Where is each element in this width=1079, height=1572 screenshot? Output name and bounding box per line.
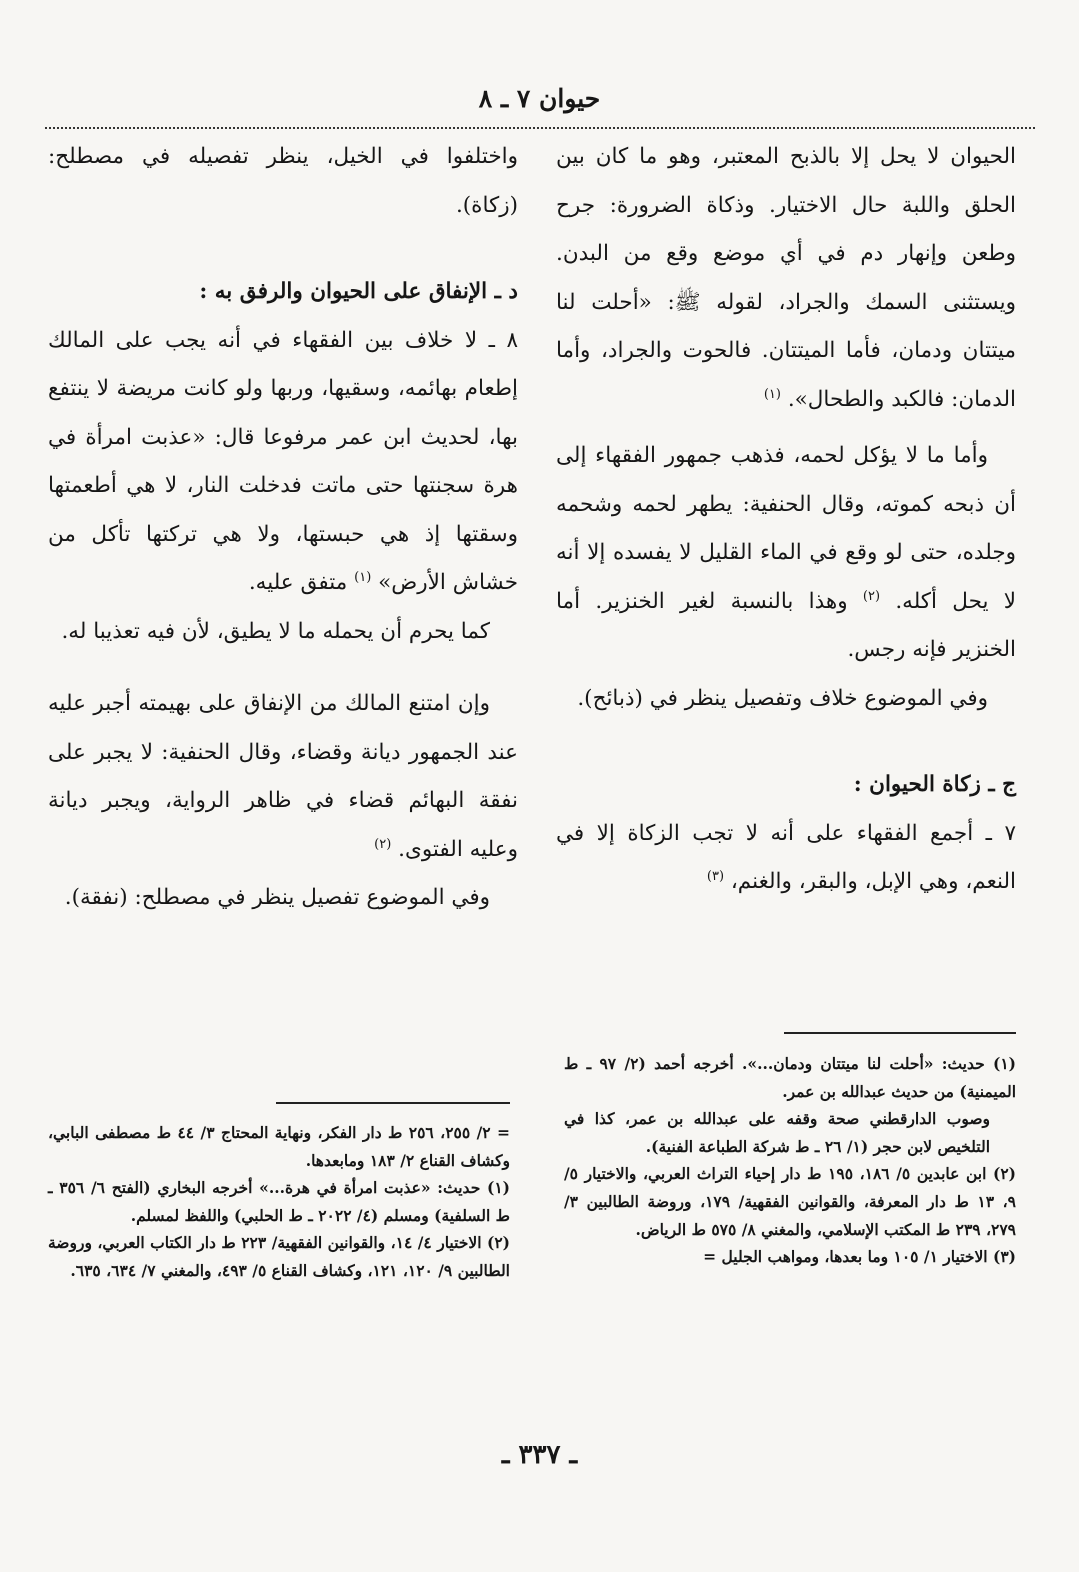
footnote-marker: (١) [354, 569, 372, 585]
footnote-marker: (٢) [862, 588, 881, 604]
paragraph: واختلفوا في الخيل، ينظر تفصيله في مصطلح: (زكاة). [48, 144, 518, 218]
paragraph [556, 133, 1016, 424]
paragraph-text: متفق عليه. [248, 570, 348, 595]
paragraph-text: ٧ ـ أجمع الفقهاء على أنه لا تجب الزكاة إلا في النعم، وهي الإبل، والبقر، والغنم، [556, 820, 1016, 894]
footnote-divider [276, 1102, 510, 1104]
footnote: وصوب الدارقطني صحة وقفه على عبدالله بن عمر، كذا في التلخيص لابن حجر (١/ ٢٦ ـ ط شركة الطباعة الفنية). [564, 1109, 990, 1156]
paragraph: وفي الموضوع تفصيل ينظر في مصطلح: (نفقة). [64, 885, 490, 910]
header-divider [45, 127, 1035, 129]
footnote: = ٢/ ٢٥٥، ٢٥٦ ط دار الفكر، ونهاية المحتاج ٣/ ٤٤ ط مصطفى البابي، وكشاف القناع ٢/ ١٨٣ ومابعدها. [48, 1123, 510, 1170]
footnote-marker: (١) [763, 386, 781, 402]
paragraph-text: وأما ما لا يؤكل لحمه، فذهب جمهور الفقهاء إلى أن ذبحه كموته، وقال الحنفية: يطهر لحمه وشحمه وجلده، حتى لو وقع في الماء القليل لا يفسده إلا أنه لا يحل أكله. [556, 443, 1016, 614]
paragraph [48, 317, 518, 608]
footnote-marker: (٣) [706, 868, 725, 884]
left-footnotes [48, 1119, 510, 1285]
right-footnotes [564, 1050, 1016, 1271]
paragraph [556, 432, 1016, 675]
paragraph [556, 810, 1016, 907]
section-heading: ج ـ زكاة الحيوان : [853, 772, 1016, 797]
page-number: ـ ٣٣٧ ـ [501, 1440, 578, 1470]
paragraph: وفي الموضوع خلاف وتفصيل ينظر في (ذبائح). [577, 685, 988, 711]
paragraph-text: ٨ ـ لا خلاف بين الفقهاء في أنه يجب على المالك إطعام بهائمه، وسقيها، وربها ولو كانت مريضة لا ينتفع بها، لحديث ابن عمر مرفوعا قال: «عذبت امرأة في هرة سجنتها حتى ماتت فدخلت النار، لا هي أطعمتها وسقتها إذ هي حبستها، ولا هي تركتها تأكل من خشاش الأرض» [48, 327, 518, 595]
footnote-divider [784, 1032, 1016, 1034]
left-column [48, 133, 518, 923]
footnote: (١) حديث: «عذبت امرأة في هرة...» أخرجه البخاري (الفتح ٦/ ٣٥٦ ـ ط السلفية) ومسلم (٤/ ٢٠٢٢ ـ ط الحلبي) واللفظ لمسلم. [48, 1178, 511, 1225]
running-title: حيوان ٧ ـ ٨ [478, 84, 601, 113]
footnote: (٣) الاختيار ١/ ١٠٥ وما بعدها، ومواهب الجليل = [703, 1247, 1016, 1267]
paragraph: كما يحرم أن يحمله ما لا يطيق، لأن فيه تعذيبا له. [61, 618, 490, 644]
paragraph-text: الحيوان لا يحل إلا بالذبح المعتبر، وهو ما كان بين الحلق واللبة حال الاختيار. وذكاة الضرورة: جرح وطعن وإنهار دم في أي موضع وقع من البدن. ويستثنى السمك والجراد، لقوله ﷺ: «أحلت لنا ميتتان ودمان، فأما الميتتان. فالحوت والجراد، وأما الدمان: فالكبد والطحال». [556, 144, 1016, 412]
right-column [556, 133, 1016, 907]
footnote: (٢) ابن عابدين ٥/ ١٨٦، ١٩٥ ط دار إحياء التراث العربي، والاختيار ٥/ ٩، ١٣ ط دار المعرفة، والقوانين الفقهية/ ١٧٩، وروضة الطالبين ٣/ ٢٧٩، ٢٣٩ ط المكتب الإسلامي، والمغني ٨/ ٥٧٥ ط الرياض. [564, 1164, 1016, 1239]
footnote-marker: (٢) [374, 836, 392, 852]
paragraph-text: وهذا بالنسبة لغير الخنزير. أما الخنزير فإنه رجس. [556, 588, 1016, 662]
footnote: (١) حديث: «أحلت لنا ميتتان ودمان...». أخرجه أحمد (٢/ ٩٧ ـ ط الميمنية) من حديث عبدالله بن عمر. [564, 1054, 1017, 1101]
section-heading: د ـ الإنفاق على الحيوان والرفق به : [199, 279, 518, 304]
paragraph [48, 680, 518, 874]
paragraph-text: وإن امتنع المالك من الإنفاق على بهيمته أجبر عليه عند الجمهور ديانة وقضاء، وقال الحنفية: لا يجبر على نفقة البهائم قضاء في ظاهر الرواية، ويجبر ديانة وعليه الفتوى. [48, 691, 518, 862]
footnote: (٢) الاختيار ٤/ ١٤، والقوانين الفقهية/ ٢٢٣ ط دار الكتاب العربي، وروضة الطالبين ٩/ ١٢٠، ١٢١، وكشاف القناع ٥/ ٤٩٣، والمغني ٧/ ٦٣٤، ٦٣٥. [48, 1233, 511, 1280]
